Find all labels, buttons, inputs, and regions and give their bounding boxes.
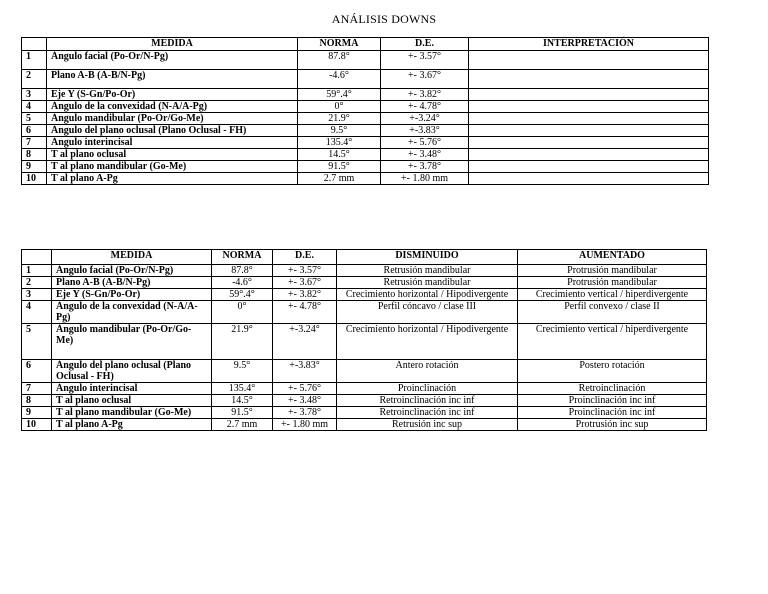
medida-cell: Ángulo facial (Po-Or/N-Pg) (52, 265, 212, 277)
row-number: 3 (22, 289, 52, 301)
norma-cell: 135.4° (212, 383, 273, 395)
norma-cell: 0° (212, 301, 273, 324)
table-header-row (22, 38, 709, 51)
table-row (22, 419, 707, 431)
table-row (22, 395, 707, 407)
aumentado-cell: Crecimiento vertical / hiperdivergente (518, 289, 707, 301)
table-row (22, 383, 707, 395)
de-cell: +-3.83° (273, 360, 337, 383)
downs-interpretation-table (21, 37, 709, 185)
row-number: 7 (22, 383, 52, 395)
medida-cell: T al plano mandibular (Go-Me) (52, 407, 212, 419)
document-title: ANÁLISIS DOWNS (331, 12, 437, 26)
header-norma: NORMA (298, 38, 381, 51)
medida-cell: T al plano oclusal (52, 395, 212, 407)
norma-cell: 87.8° (212, 265, 273, 277)
norma-cell: 2.7 mm (298, 173, 381, 185)
de-cell: +-3.83° (381, 125, 469, 137)
interpretacion-cell (469, 173, 709, 185)
de-cell: +-3.24° (273, 324, 337, 360)
table-row (22, 137, 709, 149)
row-number: 10 (22, 173, 47, 185)
disminuido-cell: Retrusión inc sup (337, 419, 518, 431)
norma-cell: 14.5° (298, 149, 381, 161)
medida-cell: T al plano oclusal (47, 149, 298, 161)
row-number: 4 (22, 301, 52, 324)
medida-cell: T al plano A-Pg (47, 173, 298, 185)
row-number: 3 (22, 89, 47, 101)
row-number: 1 (22, 51, 47, 70)
disminuido-cell: Retroinclinación inc inf (337, 395, 518, 407)
table-row (22, 101, 709, 113)
header-medida: MEDIDA (52, 250, 212, 265)
header-medida: MEDIDA (47, 38, 298, 51)
aumentado-cell: Perfil convexo / clase II (518, 301, 707, 324)
medida-cell: Ángulo facial (Po-Or/N-Pg) (47, 51, 298, 70)
de-cell: +- 3.57° (273, 265, 337, 277)
medida-cell: Plano A-B (A-B/N-Pg) (52, 277, 212, 289)
norma-cell: -4.6° (212, 277, 273, 289)
aumentado-cell: Proinclinación inc inf (518, 395, 707, 407)
table-row (22, 113, 709, 125)
header-interpretacion: INTERPRETACIÓN (469, 38, 709, 51)
interpretacion-cell (469, 101, 709, 113)
aumentado-cell: Protrusión mandibular (518, 265, 707, 277)
row-number: 2 (22, 277, 52, 289)
disminuido-cell: Proinclinación (337, 383, 518, 395)
header-disminuido: DISMINUIDO (337, 250, 518, 265)
row-number: 5 (22, 324, 52, 360)
medida-cell: Ángulo interincisal (52, 383, 212, 395)
de-cell: +- 3.57° (381, 51, 469, 70)
table-row (22, 125, 709, 137)
norma-cell: 14.5° (212, 395, 273, 407)
medida-cell: T al plano mandibular (Go-Me) (47, 161, 298, 173)
de-cell: +- 1.80 mm (273, 419, 337, 431)
header-number (22, 250, 52, 265)
row-number: 9 (22, 161, 47, 173)
row-number: 9 (22, 407, 52, 419)
de-cell: +- 5.76° (381, 137, 469, 149)
norma-cell: 91.5° (298, 161, 381, 173)
de-cell: +- 3.67° (273, 277, 337, 289)
interpretacion-cell (469, 149, 709, 161)
medida-cell: Ángulo mandibular (Po-Or/Go-Me) (47, 113, 298, 125)
disminuido-cell: Retrusión mandibular (337, 265, 518, 277)
downs-reference-table (21, 249, 707, 431)
de-cell: +- 4.78° (273, 301, 337, 324)
de-cell: +- 3.82° (273, 289, 337, 301)
disminuido-cell: Crecimiento horizontal / Hipodivergente (337, 289, 518, 301)
row-number: 10 (22, 419, 52, 431)
header-de: D.E. (381, 38, 469, 51)
interpretacion-cell (469, 125, 709, 137)
table-row (22, 173, 709, 185)
norma-cell: 21.9° (212, 324, 273, 360)
norma-cell: 135.4° (298, 137, 381, 149)
medida-cell: Ángulo mandibular (Po-Or/Go-Me) (52, 324, 212, 360)
row-number: 4 (22, 101, 47, 113)
medida-cell: Eje Y (S-Gn/Po-Or) (47, 89, 298, 101)
row-number: 2 (22, 70, 47, 89)
de-cell: +- 3.78° (273, 407, 337, 419)
aumentado-cell: Protrusión inc sup (518, 419, 707, 431)
table-row (22, 324, 707, 360)
interpretacion-cell (469, 113, 709, 125)
norma-cell: 91.5° (212, 407, 273, 419)
medida-cell: Ángulo interincisal (47, 137, 298, 149)
norma-cell: 9.5° (212, 360, 273, 383)
interpretacion-cell (469, 70, 709, 89)
table-row (22, 51, 709, 70)
disminuido-cell: Retroinclinación inc inf (337, 407, 518, 419)
medida-cell: T al plano A-Pg (52, 419, 212, 431)
row-number: 7 (22, 137, 47, 149)
medida-cell: Plano A-B (A-B/N-Pg) (47, 70, 298, 89)
header-de: D.E. (273, 250, 337, 265)
header-aumentado: AUMENTADO (518, 250, 707, 265)
table-row (22, 70, 709, 89)
disminuido-cell: Crecimiento horizontal / Hipodivergente (337, 324, 518, 360)
medida-cell: Ángulo del plano oclusal (Plano Oclusal - FH) (52, 360, 212, 383)
disminuido-cell: Antero rotación (337, 360, 518, 383)
medida-cell: Ángulo de la convexidad (N-A/A-Pg) (47, 101, 298, 113)
de-cell: +- 3.67° (381, 70, 469, 89)
row-number: 8 (22, 149, 47, 161)
aumentado-cell: Postero rotación (518, 360, 707, 383)
row-number: 1 (22, 265, 52, 277)
table-row (22, 161, 709, 173)
de-cell: +- 4.78° (381, 101, 469, 113)
norma-cell: 9.5° (298, 125, 381, 137)
table-row (22, 407, 707, 419)
aumentado-cell: Crecimiento vertical / hiperdivergente (518, 324, 707, 360)
de-cell: +- 3.78° (381, 161, 469, 173)
de-cell: +- 5.76° (273, 383, 337, 395)
table-row (22, 360, 707, 383)
aumentado-cell: Retroinclinación (518, 383, 707, 395)
table-header-row (22, 250, 707, 265)
interpretacion-cell (469, 161, 709, 173)
header-norma: NORMA (212, 250, 273, 265)
de-cell: +- 3.48° (273, 395, 337, 407)
de-cell: +- 1.80 mm (381, 173, 469, 185)
interpretacion-cell (469, 51, 709, 70)
norma-cell: -4.6° (298, 70, 381, 89)
table-row (22, 301, 707, 324)
row-number: 5 (22, 113, 47, 125)
header-number (22, 38, 47, 51)
row-number: 8 (22, 395, 52, 407)
interpretacion-cell (469, 137, 709, 149)
disminuido-cell: Perfil cóncavo / clase III (337, 301, 518, 324)
de-cell: +- 3.48° (381, 149, 469, 161)
aumentado-cell: Protrusión mandibular (518, 277, 707, 289)
medida-cell: Eje Y (S-Gn/Po-Or) (52, 289, 212, 301)
row-number: 6 (22, 125, 47, 137)
de-cell: +-3.24° (381, 113, 469, 125)
norma-cell: 2.7 mm (212, 419, 273, 431)
row-number: 6 (22, 360, 52, 383)
interpretacion-cell (469, 89, 709, 101)
medida-cell: Ángulo de la convexidad (N-A/A-Pg) (52, 301, 212, 324)
disminuido-cell: Retrusión mandibular (337, 277, 518, 289)
norma-cell: 87.8° (298, 51, 381, 70)
aumentado-cell: Proinclinación inc inf (518, 407, 707, 419)
table-row (22, 89, 709, 101)
table-row (22, 289, 707, 301)
de-cell: +- 3.82° (381, 89, 469, 101)
norma-cell: 59°.4° (212, 289, 273, 301)
table-row (22, 277, 707, 289)
norma-cell: 0° (298, 101, 381, 113)
norma-cell: 59°.4° (298, 89, 381, 101)
table-row (22, 265, 707, 277)
table-row (22, 149, 709, 161)
medida-cell: Ángulo del plano oclusal (Plano Oclusal - FH) (47, 125, 298, 137)
norma-cell: 21.9° (298, 113, 381, 125)
